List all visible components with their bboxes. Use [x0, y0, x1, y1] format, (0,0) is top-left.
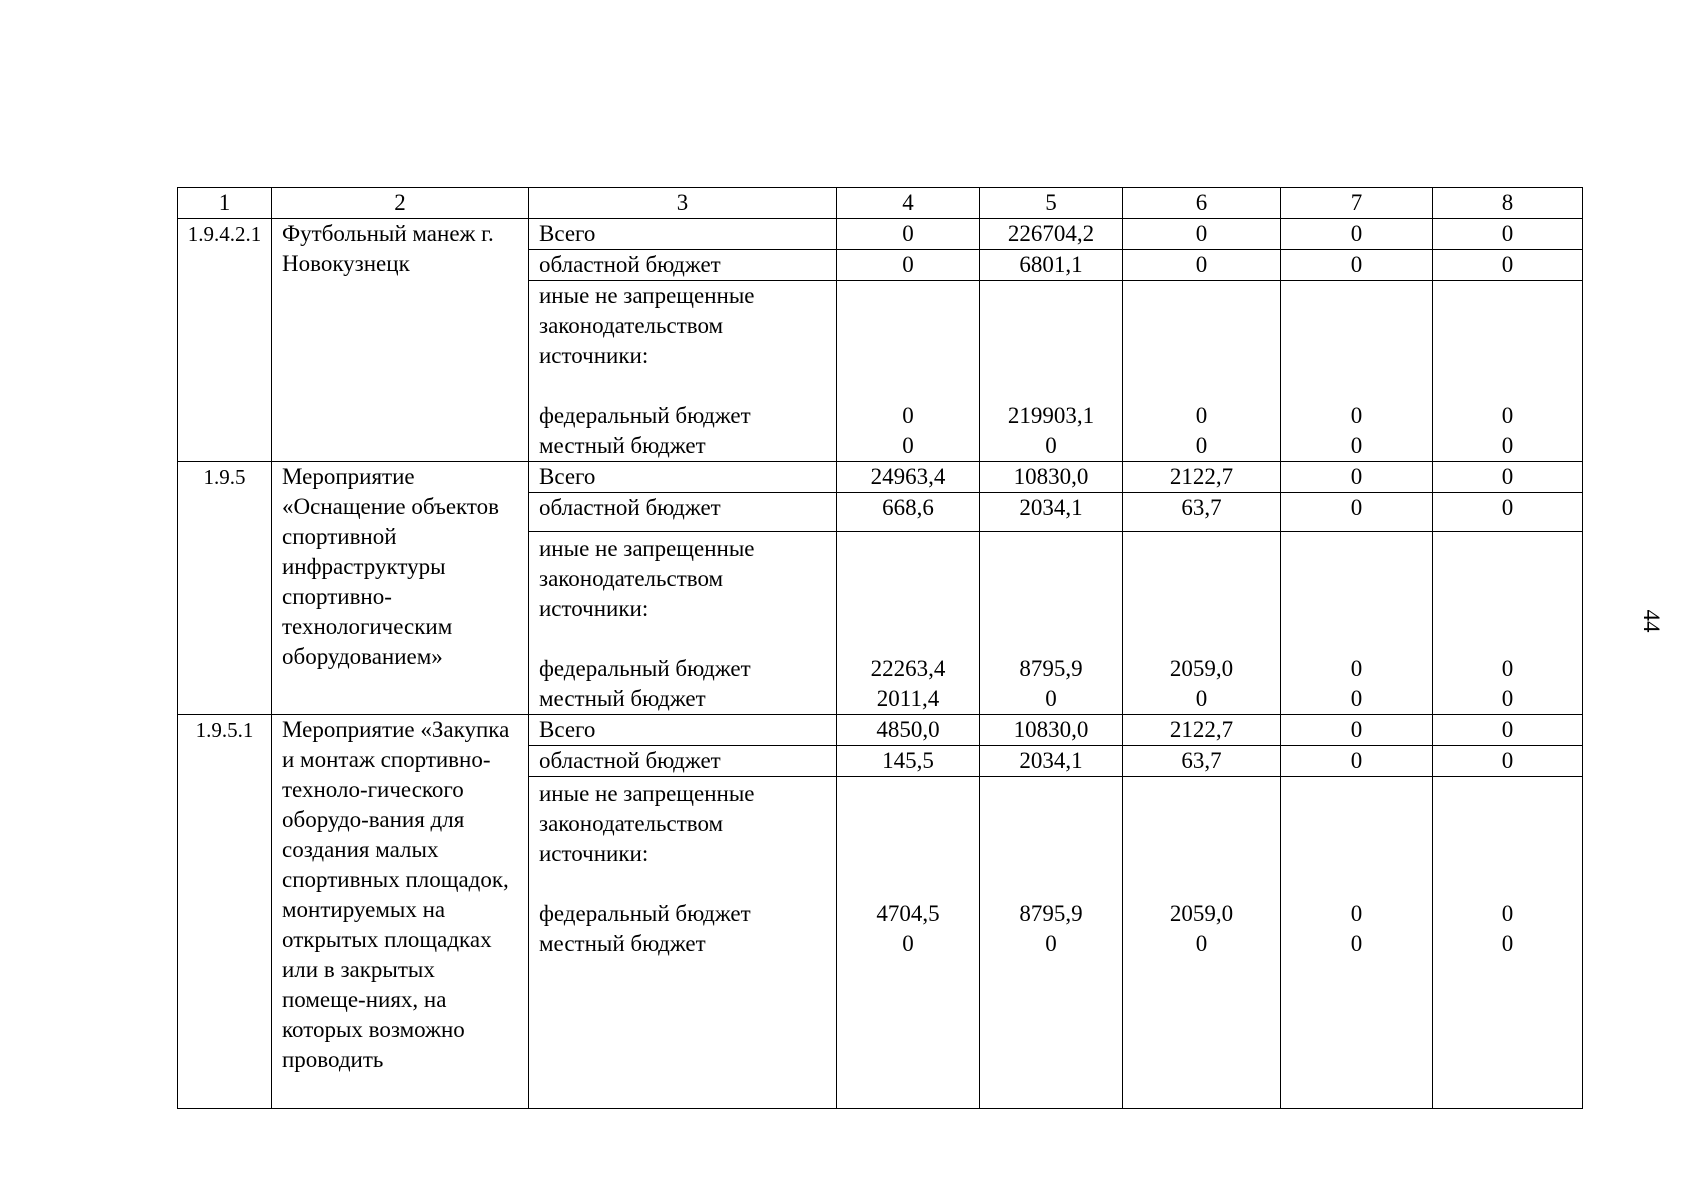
value-block [1281, 281, 1433, 462]
value-cell: 8795,9 [1019, 656, 1083, 681]
header-cell: 7 [1281, 188, 1433, 219]
value-cell: 0 [1195, 686, 1208, 711]
value-cell: 2059,0 [1169, 656, 1234, 681]
value-cell: 10830,0 [980, 715, 1123, 746]
value-cell: 145,5 [837, 746, 980, 777]
source-label: федеральный бюджет [539, 403, 751, 428]
source-label: местный бюджет [539, 931, 706, 956]
value-cell: 0 [1501, 433, 1514, 458]
value-cell: 6801,1 [980, 250, 1123, 281]
value-cell: 10830,0 [980, 462, 1123, 493]
value-cell: 0 [1350, 931, 1363, 956]
value-cell: 2034,1 [980, 493, 1123, 532]
value-cell: 0 [902, 931, 914, 956]
value-cell: 0 [1501, 901, 1514, 926]
source-label: иные не запрещенные законодательством источники: [539, 536, 755, 621]
source-label: Всего [529, 462, 837, 493]
value-cell: 0 [1123, 250, 1281, 281]
source-label: областной бюджет [529, 493, 837, 532]
value-cell: 2059,0 [1169, 901, 1234, 926]
value-cell: 0 [1501, 403, 1514, 428]
value-cell: 0 [1195, 931, 1208, 956]
row-code: 1.9.5.1 [178, 715, 272, 1109]
source-block [529, 532, 837, 715]
value-cell: 0 [902, 433, 914, 458]
value-cell: 0 [1281, 250, 1433, 281]
header-cell: 8 [1433, 188, 1583, 219]
source-label: местный бюджет [539, 433, 706, 458]
value-block [980, 777, 1123, 1109]
header-cell: 6 [1123, 188, 1281, 219]
value-block [1433, 532, 1583, 715]
value-cell: 0 [837, 250, 980, 281]
value-cell: 0 [1281, 219, 1433, 250]
value-block [1123, 281, 1281, 462]
row-code: 1.9.5 [178, 462, 272, 715]
value-cell: 0 [1281, 493, 1433, 532]
source-block [529, 281, 837, 462]
value-cell: 0 [1123, 219, 1281, 250]
budget-table [177, 187, 1583, 1109]
value-cell: 24963,4 [837, 462, 980, 493]
value-cell: 0 [1281, 462, 1433, 493]
value-block [1281, 777, 1433, 1109]
value-block [1281, 532, 1433, 715]
value-cell: 668,6 [837, 493, 980, 532]
source-label: иные не запрещенные законодательством источники: [539, 781, 755, 866]
row-name: Мероприятие «Оснащение объектов спортивной инфраструктуры спортивно-технологическим оборудованием» [272, 462, 529, 715]
source-label: иные не запрещенные законодательством источники: [539, 283, 755, 368]
value-cell: 0 [1501, 686, 1514, 711]
value-cell: 0 [1433, 715, 1583, 746]
table-row [178, 715, 1583, 746]
value-block [1123, 777, 1281, 1109]
header-cell: 5 [980, 188, 1123, 219]
row-code: 1.9.4.2.1 [178, 219, 272, 462]
value-cell: 0 [1433, 493, 1583, 532]
value-block [1433, 281, 1583, 462]
value-cell: 0 [1281, 746, 1433, 777]
value-cell: 0 [1045, 686, 1057, 711]
source-label: федеральный бюджет [539, 656, 751, 681]
value-cell: 63,7 [1123, 746, 1281, 777]
value-cell: 8795,9 [1019, 901, 1083, 926]
header-row [178, 188, 1583, 219]
value-cell: 0 [902, 403, 914, 428]
value-block [1433, 777, 1583, 1109]
source-block [529, 777, 837, 1109]
value-cell: 0 [1195, 433, 1208, 458]
value-cell: 0 [1501, 931, 1514, 956]
source-label: местный бюджет [539, 686, 706, 711]
value-block [837, 777, 980, 1109]
page-number: 44 [1639, 609, 1664, 633]
value-cell: 0 [1501, 656, 1514, 681]
value-cell: 0 [1281, 715, 1433, 746]
source-label: областной бюджет [529, 746, 837, 777]
source-label: федеральный бюджет [539, 901, 751, 926]
value-cell: 2034,1 [980, 746, 1123, 777]
value-cell: 219903,1 [1007, 403, 1095, 428]
value-cell: 4850,0 [837, 715, 980, 746]
value-cell: 0 [1350, 403, 1363, 428]
source-label: Всего [529, 219, 837, 250]
value-cell: 2011,4 [876, 686, 940, 711]
value-block [837, 281, 980, 462]
value-cell: 0 [1433, 746, 1583, 777]
value-cell: 2122,7 [1123, 462, 1281, 493]
table-row [178, 462, 1583, 493]
header-cell: 1 [178, 188, 272, 219]
source-label: Всего [529, 715, 837, 746]
value-cell: 0 [1433, 250, 1583, 281]
value-cell: 0 [837, 219, 980, 250]
value-cell: 0 [1195, 403, 1208, 428]
value-block [837, 532, 980, 715]
value-block [980, 281, 1123, 462]
value-cell: 0 [1350, 686, 1363, 711]
value-cell: 0 [1350, 656, 1363, 681]
header-cell: 2 [272, 188, 529, 219]
value-cell: 63,7 [1123, 493, 1281, 532]
value-cell: 22263,4 [870, 656, 946, 681]
row-name: Мероприятие «Закупка и монтаж спортивно-техноло-гического оборудо-вания для создания малых спортивных площадок, монтируемых на открытых площадках или в закрытых помеще-ниях, на которых возможно проводить [272, 715, 529, 1109]
header-cell: 3 [529, 188, 837, 219]
value-cell: 4704,5 [876, 901, 940, 926]
value-cell: 0 [1350, 901, 1363, 926]
value-block [980, 532, 1123, 715]
table-row [178, 219, 1583, 250]
value-cell: 226704,2 [980, 219, 1123, 250]
value-cell: 0 [1433, 462, 1583, 493]
value-block [1123, 532, 1281, 715]
value-cell: 0 [1045, 433, 1057, 458]
value-cell: 0 [1350, 433, 1363, 458]
value-cell: 0 [1045, 931, 1057, 956]
row-name: Футбольный манеж г. Новокузнецк [272, 219, 529, 462]
source-label: областной бюджет [529, 250, 837, 281]
value-cell: 0 [1433, 219, 1583, 250]
header-cell: 4 [837, 188, 980, 219]
value-cell: 2122,7 [1123, 715, 1281, 746]
